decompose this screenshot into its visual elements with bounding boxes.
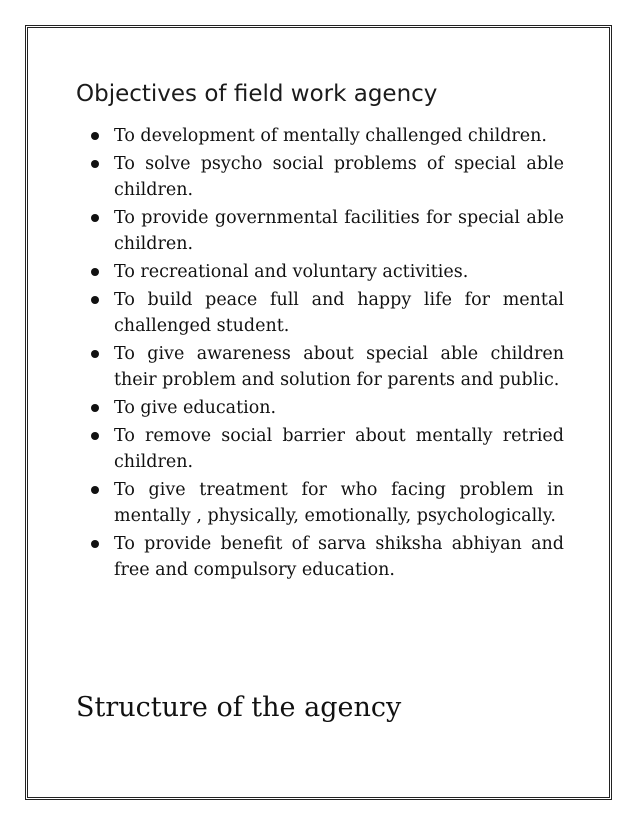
objectives-list (90, 123, 564, 585)
list-item-text: To give treatment for who facing problem in mentally , physically, emotionally, psychologically. (114, 480, 564, 526)
bullet-icon (91, 160, 99, 168)
bullet-icon (91, 296, 99, 304)
bullet-icon (91, 432, 99, 440)
objectives-heading: Objectives of field work agency (76, 81, 438, 107)
bullet-icon (91, 540, 99, 548)
list-item (90, 531, 564, 583)
bullet-icon (91, 268, 99, 276)
structure-heading: Structure of the agency (76, 692, 402, 723)
list-item-text: To build peace full and happy life for mental challenged student. (114, 290, 564, 336)
bullet-icon (91, 214, 99, 222)
list-item-text: To provide benefit of sarva shiksha abhiyan and free and compulsory education. (114, 534, 564, 580)
list-item (90, 423, 564, 475)
list-item-text: To remove social barrier about mentally retried children. (114, 426, 564, 472)
list-item (90, 123, 564, 149)
list-item-text: To provide governmental facilities for special able children. (114, 208, 564, 254)
bullet-icon (91, 404, 99, 412)
bullet-icon (91, 350, 99, 358)
list-item-text: To development of mentally challenged children. (114, 126, 547, 146)
list-item (90, 205, 564, 257)
list-item-text: To give awareness about special able children their problem and solution for parents and public. (114, 344, 564, 390)
list-item (90, 395, 564, 421)
list-item (90, 341, 564, 393)
bullet-icon (91, 486, 99, 494)
list-item (90, 477, 564, 529)
list-item (90, 287, 564, 339)
bullet-icon (91, 132, 99, 140)
list-item-text: To give education. (114, 398, 277, 418)
list-item-text: To solve psycho social problems of special able children. (114, 154, 564, 200)
list-item-text: To recreational and voluntary activities. (114, 262, 469, 282)
list-item (90, 151, 564, 203)
list-item (90, 259, 564, 285)
